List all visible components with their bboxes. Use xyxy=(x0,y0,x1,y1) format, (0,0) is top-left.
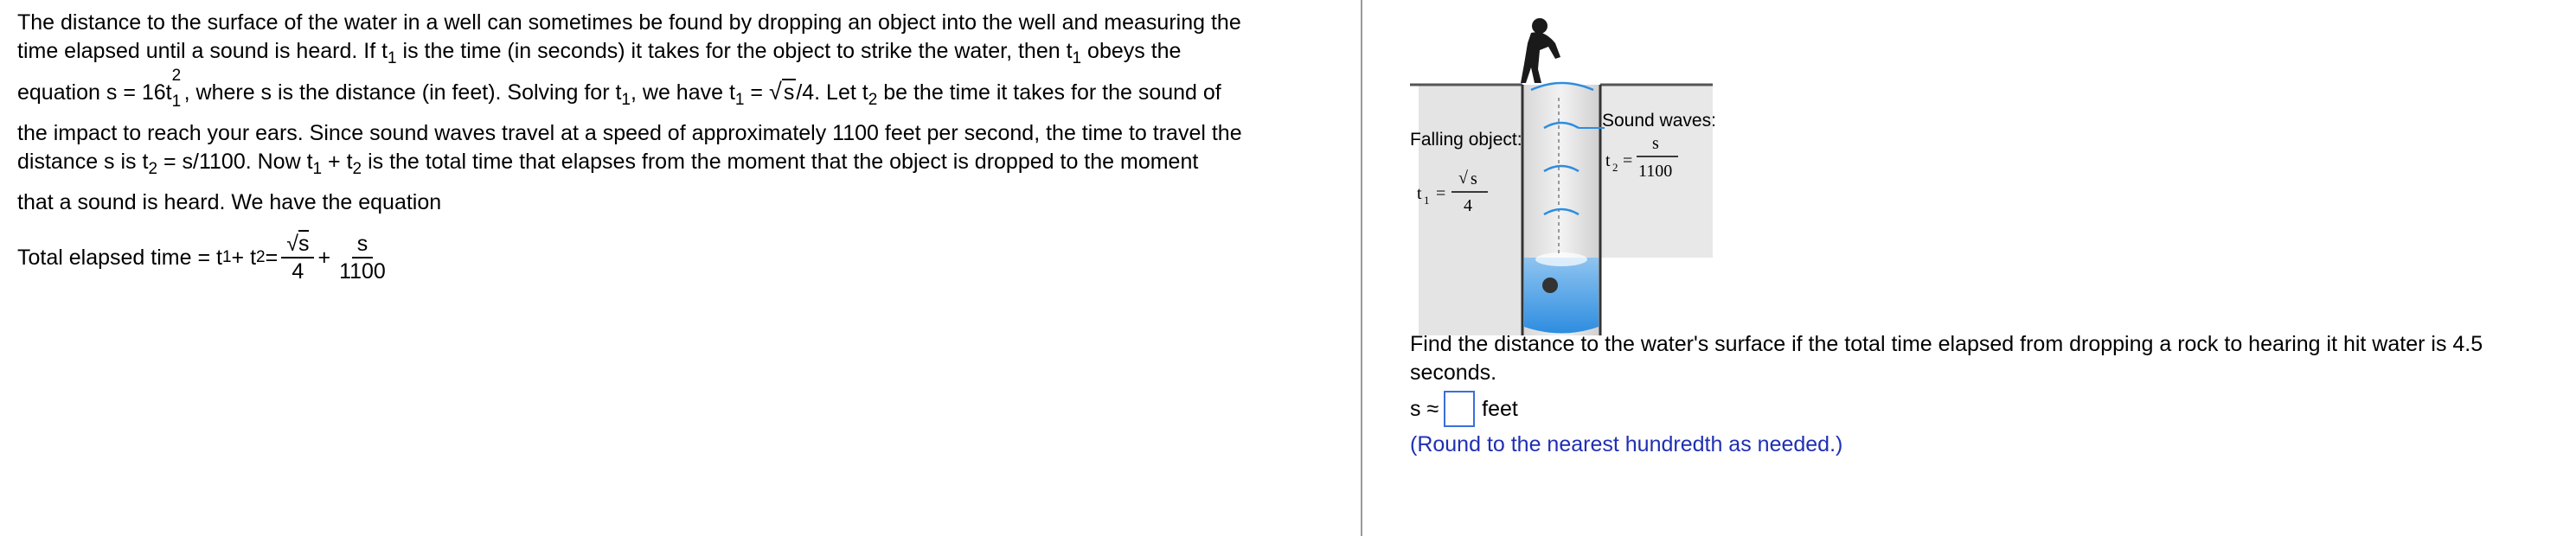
eleven-hundred-fig: 1100 xyxy=(1638,162,1673,181)
radicand: s xyxy=(783,80,795,105)
text: the impact to reach your ears. Since sound waves travel at a speed of approximately 1100 feet per second, the time to travel the xyxy=(17,121,1242,145)
subscript: 1 xyxy=(388,49,397,67)
text: = s/1100. Now t xyxy=(157,150,313,174)
splash xyxy=(1535,252,1587,266)
problem-statement xyxy=(17,9,1367,284)
supsub xyxy=(171,67,184,111)
denominator: 1100 xyxy=(339,259,386,284)
problem-line-6 xyxy=(17,188,1367,217)
answer-prefix: s ≈ xyxy=(1410,396,1439,421)
equation-label: Total elapsed time = t xyxy=(17,245,222,270)
subscript: 1 xyxy=(312,160,323,178)
problem-line-1 xyxy=(17,9,1367,37)
well-figure xyxy=(1410,7,1773,335)
sqrt-sign: √ xyxy=(768,79,782,105)
t2-subscript: 2 xyxy=(1612,161,1618,174)
question-text: Find the distance to the water's surface if the total time elapsed from dropping a rock to hearing it hit water is 4.5 seconds. xyxy=(1410,332,2483,385)
subscript: 1 xyxy=(171,93,182,111)
text: distance s is t xyxy=(17,150,149,174)
text: = xyxy=(744,80,769,105)
t1-subscript: 1 xyxy=(1424,194,1430,207)
water xyxy=(1524,258,1599,334)
text: is the time (in seconds) it takes for the object to strike the water, then t xyxy=(396,39,1073,63)
rounding-hint: (Round to the nearest hundredth as needed.) xyxy=(1410,432,1843,456)
answer-unit: feet xyxy=(1482,396,1518,421)
person-silhouette xyxy=(1521,18,1560,83)
t2-equals: = xyxy=(1623,151,1633,170)
pane-divider xyxy=(1361,0,1362,536)
denominator: 4 xyxy=(292,259,304,284)
text: , where s is the distance (in feet). Solving for t xyxy=(183,80,622,105)
text: time elapsed until a sound is heard. If t xyxy=(17,39,388,63)
falling-object-label: Falling object: xyxy=(1410,130,1522,150)
radicand: s xyxy=(298,232,310,256)
subscript: 1 xyxy=(621,91,631,109)
text: is the total time that elapses from the moment that the object is dropped to the moment xyxy=(362,150,1199,174)
text: + t xyxy=(322,150,353,174)
text: obeys the xyxy=(1081,39,1182,63)
s-symbol-fig-2: s xyxy=(1652,134,1659,153)
rock xyxy=(1542,278,1558,293)
problem-line-4 xyxy=(17,119,1367,148)
text: /4. Let t xyxy=(796,80,868,105)
subscript: 1 xyxy=(1072,49,1082,67)
sqrt-sign: √ xyxy=(286,232,298,256)
fraction-s-over-1100 xyxy=(334,231,391,284)
subscript: 2 xyxy=(352,160,362,178)
text: The distance to the surface of the water in a well can sometimes be found by dropping an object into the well and measuring the xyxy=(17,10,1241,35)
plus-sign: + xyxy=(317,245,331,270)
answer-row xyxy=(1410,391,1518,427)
text: , we have t xyxy=(631,80,735,105)
subscript: 1 xyxy=(734,91,745,109)
text: + t xyxy=(231,245,257,270)
problem-line-3 xyxy=(17,67,1367,111)
fraction-sqrt-s-over-4 xyxy=(281,231,314,284)
problem-text xyxy=(17,9,1367,217)
text: = xyxy=(265,245,279,270)
t2-symbol: t xyxy=(1605,151,1611,170)
text: that a sound is heard. We have the equation xyxy=(17,190,442,214)
subscript: 2 xyxy=(868,91,878,109)
sqrt-sign-fig: √ xyxy=(1458,169,1468,188)
superscript: 2 xyxy=(171,67,182,85)
sqrt-expression xyxy=(769,78,796,107)
subscript: 2 xyxy=(148,160,158,178)
numerator: s xyxy=(352,231,374,258)
numerator xyxy=(281,231,314,258)
problem-line-2 xyxy=(17,37,1367,66)
four-fig: 4 xyxy=(1464,196,1472,215)
text: be the time it takes for the sound of xyxy=(877,80,1221,105)
t1-equals: = xyxy=(1436,184,1446,203)
t1-symbol: t xyxy=(1417,184,1422,203)
total-time-equation: Total elapsed time = t 1 + t 2 = $\frac{√s}{4}$ + $\frac{s}{1100}$ xyxy=(17,231,1367,284)
text: equation s = 16t xyxy=(17,80,172,105)
problem-line-5 xyxy=(17,148,1367,176)
s-symbol-fig: s xyxy=(1471,169,1477,188)
sound-waves-label: Sound waves: xyxy=(1602,111,1716,131)
answer-input[interactable] xyxy=(1444,391,1475,427)
